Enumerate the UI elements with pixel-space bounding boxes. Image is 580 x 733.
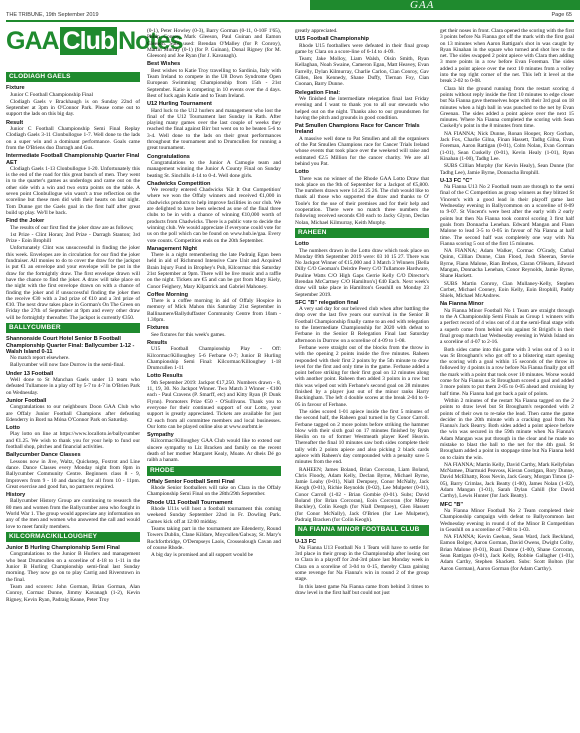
paragraph: (0-1), Peter Howley (0-3), Barry Gorman (0-11, 0-10F 1'65), Philip Conroy, Mark Gleeson, Paul Guinan and Eamon Gleeson. Subs used: Brendan O'Malley (for P. Conroy), Martin Murray (0-1) (for P. Guinan), Donal Rigney (for M. Gleeson) and Joe Ryan (for J. Kavanagh).: [147, 28, 281, 60]
paragraph: In this latest game Na Fianna came from behind 3 times to draw level in the first half but could not just: [295, 583, 429, 596]
section-subheading: Na Fianna Minor: [440, 301, 484, 308]
section-subheading: Offaly Senior Football Semi Final: [147, 478, 235, 485]
masthead-club: Club: [60, 27, 118, 55]
section-subheading: Find the Joker: [6, 218, 45, 225]
paragraph: Ballycumber History Group are continuing to research the 80 men and women from the Ballycumber area who fought in World War 1. The group would appreciate any information on any of the men and women who answered the call and would love to meet family members.: [6, 498, 140, 530]
paragraph: Na Fianna Minor Football No 2 Team completed their Championship campaign with defeat to Ballycommon last Wednesday evening in round 4 of the Minor B Competition in Geashill on a scoreline of 7-08 to 1-03.: [440, 507, 574, 533]
paragraph: Lessons now in Jive, Waltz, Quickstep, Foxtrot and Line dance. Dance Classes every Monday night from 8pm in Ballycumber Community Centre. Beginners class 8 - 9, Improvers from 9 - 10 and dancing for all from 10 - 11pm. Great exercise and good fun, no partners required.: [6, 458, 140, 490]
club-heading: NA FIANNA MINOR FOOTBALL CLUB: [295, 525, 429, 535]
club-heading: BALLYCUMBER: [6, 323, 140, 333]
section-subheading: Relegation Final:: [295, 89, 341, 96]
paragraph: Team; Jake Molloy, Liam Walsh, Oisín Smith, Ryan Kellaghan, Noah Swaine, Cameron Egan, Matt Heavey, Evan Farrelly, Dylan Kilmurray, Charlie Carlon, Cian Conroy, Gav Gillen, Ben Kennedy, Shane Duffy, Tiernan Foy, Cian Coonan, Barry Dunne.: [295, 56, 429, 88]
paragraph: We recently entered Chadwicks 'Kit It Out Competition' where we won the Offaly winners and received €1,000 in chadwicks products to help improve facilities in our club. We are delighted to have been selected as one of the final three clubs to be in with a chance of winning €10,000 worth of products from Chadwicks. There is a public vote to decide the winning club. We would appreciate if everyone could vote for us on the poll which can be found on www.hub.ie/gaa. Every vote counts. Competition ends on the 20th September.: [147, 187, 281, 244]
club-heading: RAHEEN: [295, 228, 429, 238]
paragraph: The numbers drawn in the Lotto draw which took place on Monday 09th September 2019 were: 03 10 15 27. There was No Jackpot Winner of €15,000 and 3 Match 3 Winners [Bella Dilly C/O Geoman's Deirdre Peery C/O Tullamore Hardware, Pauline Watts C/O High Gaps Gerrie Kelly C/O Director's Brendan McCartney C/O Hamilton's] €40 Each. Next week's draw will take place in Hamilton's Geashill on Monday 23 September 2019.: [295, 247, 429, 298]
paragraph: Junior C Football Championship Final: [10, 91, 93, 98]
paragraph: Hard luck to the U12 hurlers and management who lost the final of the U12 Tournament last Sunday in Rath. After playing many games over the last couple of weeks they reached the final against Birr but went on to be beaten 5-6 to 3-4. Well done to the lads on their great performances throughout the tournament and to Drumcullen for running a great tournament.: [147, 107, 281, 152]
paragraph: Clodiagh Gaels 1-13 Clonbullogue 1-20. Unfortunately this is the end of the road for this great bunch of men. They went in to the quarter's games as underdogs and came out on the other side with a win and two extra points on the table. A seven point Clonbullogue win wasn't a true reflection on the scoreline but these men did with their hearts on last night. Tom Dunne got the Gaels goal in the first half after great build up play. We'll be back.: [6, 165, 140, 216]
paragraph: Junior C Football Championship Semi Final Replay Clodiagh Gaels 3-11 Clonbullogue 1-7. Well done to the lads on a super win and a dominant performance. Goals came from the O'Briens duo Darragh and Gus.: [6, 126, 140, 151]
section-subheading: History: [6, 492, 26, 499]
paragraph: Rhode U15 footballers were defeated in their final group game by Clara on a score-line of 6-14 to 4-09.: [295, 42, 429, 55]
paragraph: Well done to St Manchan Gaels under 13 team who defeated Tullamore in a play off by 5-7 to 4-7 in O'Brien Park on Wednesday.: [6, 377, 140, 396]
paragraph: get their noses in front. Clara opened the scoring with the first 3 points before Na Fianna got off the mark with the first goal on 13 minutes when Aaron Rattigan's shot in was caught by Ryan Kinahan in the square who turned and shot low to the net. The sides swapped 2 point apiece with Clara then adding 3 more points in a row before Evan Foreman. The sides added a point apiece over the next 10 minutes from a volley into the top right corner of the net. This left it level at the break 2-02 to 0-08.: [440, 28, 574, 85]
paragraph: NA FIANNA; Martin Kelly, David Carthy, Mark Kellyfolan McNamee, Diarmuid Peavoss, Kieran Costigan, Rory Dunne, David McElhatty, Ross Nevin, Jack Geary, Morgan Timon (2-05), Barry Crimlas, Jack Beatty (1-00), James Nolan (1-02), Adam Mangan (1-01), Sarah Dylan Cahill (for David Carthy), Lewis Hunter (for Jack Beatty).: [440, 461, 574, 500]
paragraph: A big day is promised and all support would be: [151, 552, 253, 559]
section-subheading: Lotto Results: [147, 373, 183, 380]
paragraph: RAHEEN; James Boland, Brian Corcoran, Liam Boland, Chris Floody, Adam Kelly, Declan Byrne, Michael Byrne, Jamie Leahy (0-01), Niall Dempsey, Conor McNally, Jack Keogh (0-01), Richie Reynolds (0-02), Lee Mulpeter (0-01), Conor Carroll (1-02 - Brian Gombie (0-01). Subs; David Boland (for Brian Corcoran), Eoin Corcoran (for Mikey Buckley), Colin Keogh (for Niall Dempsey), Glen Hassett (for Conor McNally), Jack O'Brien (for Lee Mulpeter), Padraig Bracken (for Colin Keogh).: [295, 466, 429, 523]
paragraph: A very sad day for our beloved club when after battling the drop over the last five years our survival in the Senior B Football Championship finally came to an end with relegation to the Intermediate Championship for 2020 with defeat to Ferbane in the Senior B Relegation Final last Saturday afternoon in Durrow on a scoreline of 4-09 to 1-08.: [295, 306, 429, 344]
club-heading: CLODIAGH GAELS: [6, 72, 140, 82]
section-subheading: Junior B Hurling Championship Semi Final: [6, 545, 120, 552]
paragraph: Rhode U11s will host a football tournament this coming weekend Sunday September 22nd in Fr. Dowling Park. Games kick off at 12:00 midday.: [147, 506, 281, 525]
section-subheading: U-13 FC: [295, 538, 317, 545]
section-subheading: Shannonside Court Hotel Senior B Football Championship Quarter Final: Ballycumber 1-12 - Walsh Island 0-11: [6, 336, 135, 355]
paragraph: 9th September 2019: Jackpot €17,250. Numbers drawn - 8, 11, 19, 30. No Jackpot Winner. Two Match 3 Winner - €100 each - Paul Cravens (P. Smarff, etc) and Kitty Ryan (P. Dunk Flynn). Promoters Prize €50 - O'Sullivans. Thank you to everyone for their continued support of our Lotto, your support is greatly appreciated. Tickets are available for just €2 each from all committee members and local businesses. Our lotto can be played online also at www.ourbmt.ie: [147, 379, 281, 430]
section-subheading: Fixtures: [147, 325, 169, 332]
column-4: [440, 28, 574, 730]
paragraph: Both sides came into this game with 3 wins out of 3 so it was St Brougham's who got off to a blistering start opening the scoring with a goal within 15 seconds of the throw in followed by 4 points in a row before Na Fianna finally got off the mark with a point that took over 10 minutes. Worse would come for Na Fianna as St Brougham scored a goal and added 3 more points to put them 2-05 to 0-05 ahead and cruising by half time. Na Fianna had got back a pair of points.: [440, 346, 574, 397]
section-subheading: Intermediate Football Championship Quarter Final AET: [6, 153, 140, 166]
section-subheading: Management Night: [147, 245, 198, 252]
section-subheading: Junior Football: [6, 397, 47, 404]
paragraph: Unfortunately Clint was unsuccessful in finding the joker this week. Envelopes are in circulation for our find the joker fundraiser. All monies to do to cover the draw for the jackpot is put €1 an envelope and your envelope will be put in the draw for the fortnightly draw. The first envelope drawn will have the chance to find the joker. A draw will take place on the night with the first envelope drawn on with a chance of finding the joker and if unsuccessful finding the joker then the receive €30 with a 2nd prize of €10 and a 3rd prize of €10. The next draw takes place in Gorman's On The Green on Friday the 27th of September at 9pm and every other draw will be fortnightly thereafter. The jackpot is currently €350.: [6, 245, 140, 321]
paragraph: NA FIANNA; Nick Dunne, Ronan Hooper, Rory Gorhan, Jack Fox, Charlie Gilna, Finan Hassett, Tadhg Gilna, Evan Foreman, Aaron Rattigan (0-01), Colm Nolan, Evan Gorman (1-01), Sean Cuskelly (0-01), Kevin Healy (1-01), Ryan Kinahan (1-00), Tadhg Lee.: [440, 130, 574, 162]
page-number: Page 65: [551, 12, 572, 18]
section-subheading: Pat Smullen Champions Race for Cancer Trials Ireland: [295, 123, 420, 136]
column-2: [147, 28, 281, 730]
section-subheading: SFC "B" relegation final: [295, 299, 359, 306]
section-tab: [310, 0, 580, 12]
section-subheading: Congratulations: [147, 153, 190, 160]
section-subheading: Result: [6, 119, 24, 126]
section-subheading: Lotto: [295, 241, 309, 248]
paragraph: Ballycumber will now face Durrow in the semi-final.: [10, 362, 125, 369]
paragraph: There is a night remembering the late Padraig Egan been held in aid of Richmond Intensive Care Unit and Acquired Brain Injury Fund in Brophey's Pub, Kilcormac this Saturday 21st September at 9pm. There will be live music and a raffle on the night. Tickets are €5 and can be got from Mary Kiely, Conor Feighery, Mary Kilpatrick and Gabriel Mahoney.: [147, 252, 281, 290]
paragraph: NA FIANNA; Kevin Geehan, Sean Ward, Jack Beckland, Eamon Bolger, Aaron Gorman, David Owens, Dwight Colby, Brian Malone (0-01), Ruari Dunne (1-00), Shane Corcoran, Sean Rattigan (0-01), Jack Kelly, Robbie Gallagher (1-01), Adam Carthy, Stephen Shackett. Subs: Scott Bolton (for Aaron Gorman), Aaron Gorman (for Adam Carthy).: [440, 534, 574, 572]
paragraph: Team and scorers: John Gorman, Brian Gorman, Alan Conroy, Cormac Dunne, Jimmy Kavanagh (1-2), Kevin Rigney, Kevin Ryan, Padraig Keane, Peter Troy: [6, 583, 140, 603]
section-subheading: U-13 FC "C": [440, 177, 473, 184]
paragraph: Congratulations to our neighbours Doon GAA Club who are Offaly Junior Football Champions after defeating Edenderry in Bord na Móna O'Connor Park on Saturday.: [6, 404, 140, 423]
section-subheading: Under 13 Football: [6, 370, 54, 377]
section-subheading: Chadwicks Competition: [147, 180, 211, 187]
paragraph: See fixtures for this week's games.: [151, 331, 226, 338]
paragraph: Kilcormac/Killoughey GAA Club would like to extend our sincere sympathy to Liz Bracken and family on the recent death of her mother Margaret Kealy, Moate. Ar dheis Dé go raibh a hanam.: [147, 438, 281, 464]
paragraph: A massive well done to Pat Smullen and all the organisers of the Pat Smullen Champions race for Cancer Trials Ireland whose events that took place over the weekend will raise and estimated €2.5 Million for the cancer charity. We are all behind you Pat.: [295, 135, 429, 167]
paragraph: The results of our first find the joker draw are as follows;: [10, 224, 134, 231]
section-subheading: Lotto: [295, 169, 309, 176]
section-subheading: U12 Hurling Tournament: [147, 101, 212, 108]
paragraph: Congratulations to the Junior A Camogie team and management winning the Junior A County Final on Sunday beating St. Sinchills 4-14 to 0-4. Well done girls.: [147, 159, 281, 179]
section-subheading: Fixture: [6, 85, 25, 92]
page-topbar: [0, 0, 580, 16]
section-bar: [310, 0, 580, 10]
club-heading: KILCORMAC/KILLOUGHEY: [6, 532, 140, 542]
paragraph: There is a coffee morning in aid of Offaly Hospice in memory of Mick Mahon this Saturday 21st September in Ballinamere/Ballyduffaster Community Centre from 10am - 1.30pm.: [147, 298, 281, 324]
section-subheading: Ballycumber Dance Classes: [6, 452, 81, 459]
section-subheading: Coffee Morning: [147, 291, 189, 298]
paragraph: Teams taking part in the tournament are Edenderry, Round Towers Dublin, Clane Kildare, Moycullen/Galway, St. Mary's Rochfortbridge, O'Dempseys Laois, Crossealough Cavan and of course Rhode.: [147, 525, 281, 551]
paragraph: There was no winner of the Rhode GAA Lotto Draw that took place on the 9th of September for a Jackpot of €5,800. The numbers drawn were 14 24 25 26. The club would like to thank all those who supported the draw and thanks to O' Toole's for the use of their premises and for their help and cooperation. There were no match three numbers the following received seconds €30 each to Jacky Glynn, Declan Nolan, Michael Kilmurray, Keith Murphy.: [295, 175, 429, 226]
paragraph: NA FIANNA; Adam Walker, Cormac O'Grady, Cathal Quinn, Cillian Dunne, Cian Flood, Josh Sheeran, Stevie Byrne, Flann Malone, Rian Brehon, Ciaran O'Hearn, Edward Mangan, Donnacha Lenehan, Conor Reynolds, Jamie Byrne, Shane Hackett.: [440, 248, 574, 280]
section-subheading: Results: [147, 339, 168, 346]
paragraph: SUBS Martin Conroy, Cian Mullaney-Kelly, Stephen Corbet, Michael Cooney, Eoin Kelly, Eoin Brophill, Paddy Shiels, Michael McAndrew.: [440, 280, 574, 300]
section-subheading: Rhode U11 Football Tournament: [147, 499, 233, 506]
paragraph: greatly appreciated.: [295, 28, 338, 34]
paragraph: Congratulations to the Junior B Hurlers and management who beat Drumcullen on a scoreline of 4-18 to 1-11 in the Junior B Hurling Championship semi-final last Sunday morning. They now go on to play Carrig and Riverstown in the final.: [6, 551, 140, 583]
paragraph: Na Fianna U13 Football No 1 Team will have to settle for 3rd place in their group in the Championship after losing out to Clara in a playoff for 2nd-3rd place last Monday week in Clara on a scoreline of 3-04 to 0-15, thereby Clara gaining some revenge for Na Fianna's win in round 2 of the group stage.: [295, 544, 429, 583]
paragraph: SUBS Cillian Murphy (for Kevin Healy), Sean Dunne (for Tadhg Lee), Jamie Byrne, Donnacha Brophill.: [440, 163, 574, 176]
column-3: [295, 28, 429, 730]
paragraph: Clodiagh Gaels v Brackhaugh is on Sunday 22nd of September at 3pm in O'Connor Park. Please come out to support the lads on this big day.: [6, 98, 140, 118]
paragraph: U15 Football Championship Play - Off: Kilcormac/Killoughey 5-6 Ferbane 0-7; Junior B Hurling Championship Semi Final: Kilcormac/Killoughey 1-18 Drumcullen 1-11: [147, 346, 281, 372]
section-subheading: Best Wishes: [147, 61, 181, 68]
section-subheading: MFC "B": [440, 501, 464, 508]
paragraph: No match report elsewhere.: [10, 355, 70, 362]
section-subheading: U15 Football Championship: [295, 36, 369, 43]
paragraph: We finished the intermediate relegation final last Friday evening and I want to thank you to all our stewards who helped out on the night. Thanks also to our groundsmen for having the pitch and grounds in good condition.: [295, 95, 429, 121]
column-1: [6, 70, 140, 730]
club-heading: RHODE: [147, 466, 281, 476]
section-subheading: Lotto: [6, 425, 20, 432]
paragraph: The sides scored 1-01 apiece inside the first 5 minutes of the second half, the Raheen goal turned in by Conor Carroll. Ferbane tagged on 2 more points before striking the hammer blow with their sixth goal on 17 minutes finished by Ryan Heslin on to of former Westmeath player Keef Heavin. Thereafter the final 10 minutes saw both sides complete their tally with 2 points apiece and also picking 2 black cards apiece with Raheen's day compounded with a penalty save 5 minutes from the end.: [295, 408, 429, 466]
section-label: GAA: [410, 0, 435, 11]
header-rule: [6, 20, 574, 22]
paragraph: Clara hit the ground running from the restart scoring 4 points without reply inside the first 10 minutes to edge closer but Na Fianna gave themselves hope with their 3rd goal on 18 minutes when a high ball in was punched to the net by Evan Greenan. The sides added a point apiece over the next 15 minutes. Where Na Fianna completed the scoring with Sean Cuskelly's point in the 8 minutes from time.: [440, 85, 574, 130]
paragraph: Na Fianna U13 No 2 Football team are through to the semi final of the C Competition as group winners as they blitzed St Vincent's with a good lead in their playoff game last Wednesday evening in Ballycommon on a scoreline of 8-09 to 9-07. St Vincent's were best after the early with 2 early points but then Na Fianna took control scoring 3 first half goals from Donnacha Lenehan. Edward Mangan and Flann Malone to lead 3-5 to 0-05 in favour of Na Fianna at half time. The second half was completely one way with Na Fianna scoring 5 out of the first 15 minutes.: [440, 184, 574, 247]
paragraph: Within 2 minutes of the restart Na Fianna tagged on the 2 points to draw level but St Brougham's responded with 2 points of their own to re-take the lead. Then came the game decider in the 20th minute with a cracking goal from Na Fianna's Jack Bearry. Both sides added a point apiece before the win was secured in the 59th minute when Na Fianna's Adam Mangan was put through in the clear and he made no mistake to blast the ball to the net for the 4th goal. St Brougham added a point in stoppage time but Na Fianna held on to claim the win.: [440, 397, 574, 461]
paragraph: 1st Prize - Clint Horan; 2nd Prize - Darragh Stanton; 3rd Prize - Eoin Brophill: [6, 231, 140, 245]
paragraph: Na Fianna Minor Football No 1 Team are straight through to the A Championship Semi Finals as Group 1 winners with a perfect record of 4 wins out of 4 at the semi-final stage with a superb come from behind win against St Brigid's in their final group match last Wednesday evening in Walsh Island on a scoreline of 4-07 to 2-16.: [440, 307, 574, 346]
paragraph: Best wishes to Katie Troy travelling to Sardinia, Italy with Team Ireland to compete in the U8 Down Syndrome Open European Swimming Championship from 15th - 21st September. Katie is competing in 10 events over the 4 days. Best of luck again Katie and to Team Ireland.: [147, 67, 281, 99]
masthead-notes: Notes: [118, 27, 183, 55]
section-subheading: Sympathy: [147, 432, 174, 439]
masthead-gaa: GAA: [6, 27, 59, 55]
paragraph: Play lotto on line at https://www.localloto.ie/ballycumber and €1.25. We wish to thank you for your help to fund our football shop, pitches and financial activities.: [6, 431, 140, 451]
paragraph: Ferbane were straight out of the blocks from the throw in with the opening 2 points inside the five minutes. Raheen responded with their first 2 points by the 5th minute to draw level for the first and only time in the game. Ferbane added a point before striking for their first goal on 12 minutes along with another point. Raheen then added 3 points in a row but this was wiped out with Ferbane's second goal on 28 minutes finished by a player just out of the minor ranks Harry Buckingham. The left 4 double scores at the break 2-04 to 0-05 in favour of Ferbane.: [295, 344, 429, 408]
paper-date: THE TRIBUNE, 19th September 2019: [6, 12, 99, 18]
paragraph: Rhode Senior footballers will take on Clara in the Offaly Championship Semi Final on the 28th/29th September.: [147, 485, 281, 498]
